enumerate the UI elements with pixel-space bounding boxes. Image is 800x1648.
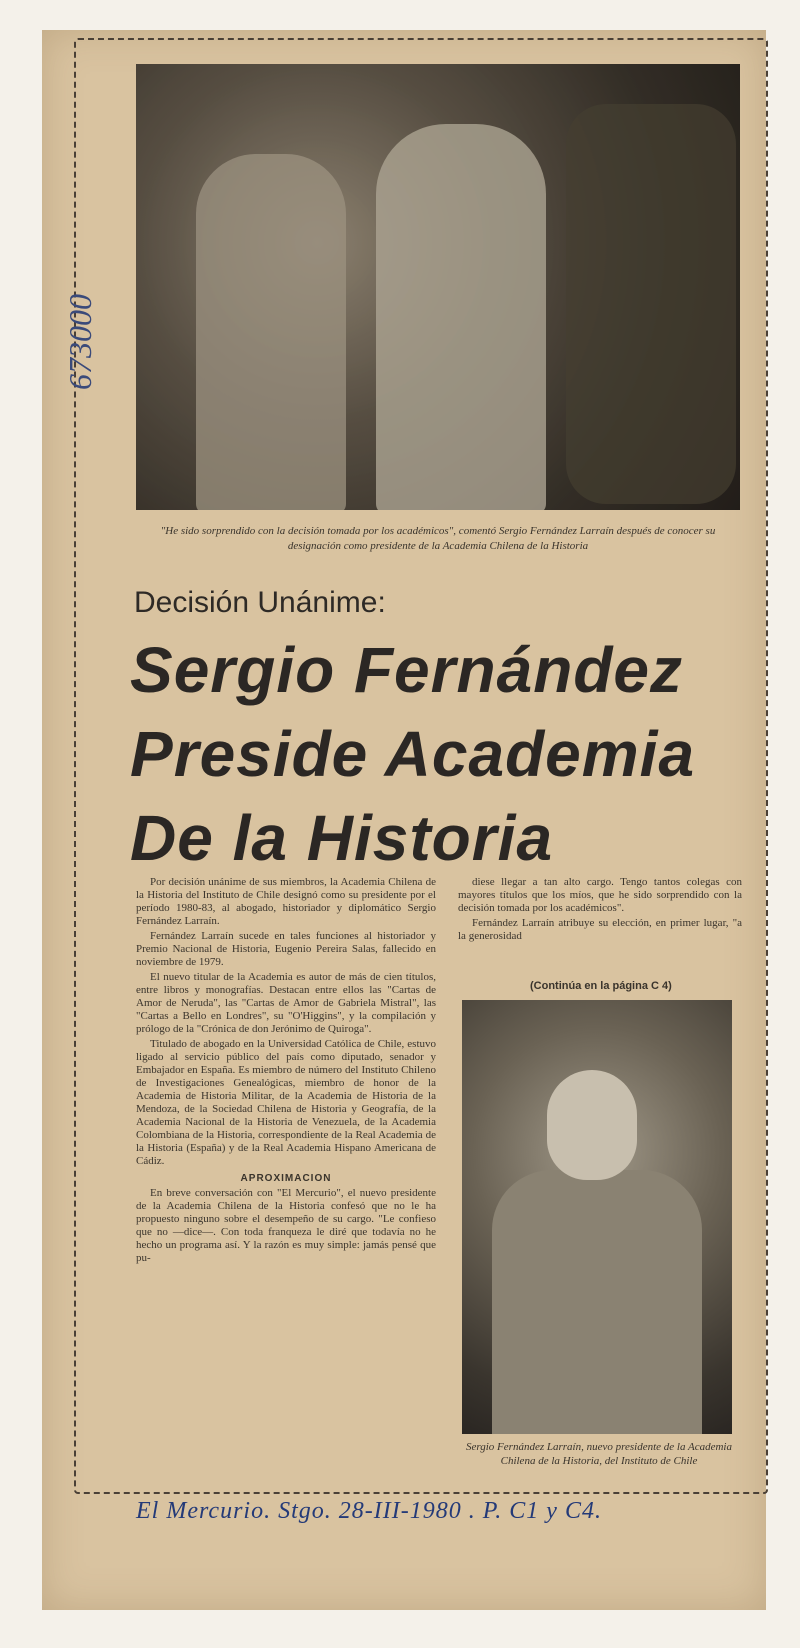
paragraph: Fernández Larraín sucede en tales funciones al historiador y Premio Nacional de Historia, Eugenio Pereira Salas, fallecido en noviembre de 1979. [136, 930, 436, 968]
photo-plant [566, 104, 736, 504]
portrait-body [492, 1170, 702, 1434]
paragraph: Por decisión unánime de sus miembros, la Academia Chilena de la Historia del Instituto de Chile designó como su presidente por el período 1980-83, al abogado, historiador y diplomático Sergio Fernández Larraín. [136, 876, 436, 927]
continued-note: (Continúa en la página C 4) [530, 980, 672, 992]
photo-two-men [136, 64, 740, 510]
photo1-caption: "He sido sorprendido con la decisión tomada por los académicos", comentó Sergio Fernández Larraín después de conocer su designación como presidente de la Academia Chilena de la Historia [160, 525, 716, 552]
paragraph: En breve conversación con "El Mercurio", el nuevo presidente de la Academia Chilena de la Historia confesó que no le ha propuesto ninguno sobre el desempeño de su cargo. "Le confieso que no —dice—. Con toda franqueza le diré que todavía no he hecho un programa así. Y la razón es muy simple: jamás pensé que pu- [136, 1187, 436, 1264]
article-column-2 [458, 876, 742, 945]
portrait-photo [462, 1000, 732, 1434]
paragraph: Fernández Larraín atribuye su elección, en primer lugar, "a la generosidad [458, 917, 742, 942]
archive-number: 673000 [62, 294, 98, 390]
kicker: Decisión Unánime: [134, 586, 386, 619]
portrait-head [547, 1070, 637, 1180]
photo-figure-left [196, 154, 346, 510]
handwritten-source-note: El Mercurio. Stgo. 28-III-1980 . P. C1 y C4. [136, 1498, 602, 1524]
paragraph: diese llegar a tan alto cargo. Tengo tantos colegas con mayores títulos que los míos, que he sido sorprendido con la decisión tomada por los académicos". [458, 876, 742, 914]
article-column-1 [136, 876, 436, 1267]
headline: Sergio Fernández Preside Academia De la Historia [130, 634, 696, 874]
paragraph: Titulado de abogado en la Universidad Católica de Chile, estuvo ligado al servicio público del país como diputado, senador y Embajador en España. Es miembro de número del Instituto Chileno de Investigaciones Genealógicas, miembro de honor de la Academia de Historia Militar, de la Academia de Historia de la Mendoza, de la Sociedad Chilena de Historia y Geografía, de la Academia Nacional de la Historia de Venezuela, de la Academia Colombiana de la Historia, correspondiente de la Real Academia de la Historia (España) y de la Real Academia Hispano Americana de Cádiz. [136, 1038, 436, 1167]
paragraph: El nuevo titular de la Academia es autor de más de cien títulos, entre libros y monografías. Destacan entre ellos las "Cartas de Amor de Neruda", las "Cartas de Amor de Gabriela Mistral", las "Cartas a Bello en Londres", su "O'Higgins", y la compilación y prólogo de la "Crónica de don Jerónimo de Quiroga". [136, 971, 436, 1035]
subheading: APROXIMACION [240, 1173, 332, 1184]
photo2-caption: Sergio Fernández Larraín, nuevo presidente de la Academia Chilena de la Historia, del Instituto de Chile [466, 1441, 732, 1467]
photo-figure-right [376, 124, 546, 510]
